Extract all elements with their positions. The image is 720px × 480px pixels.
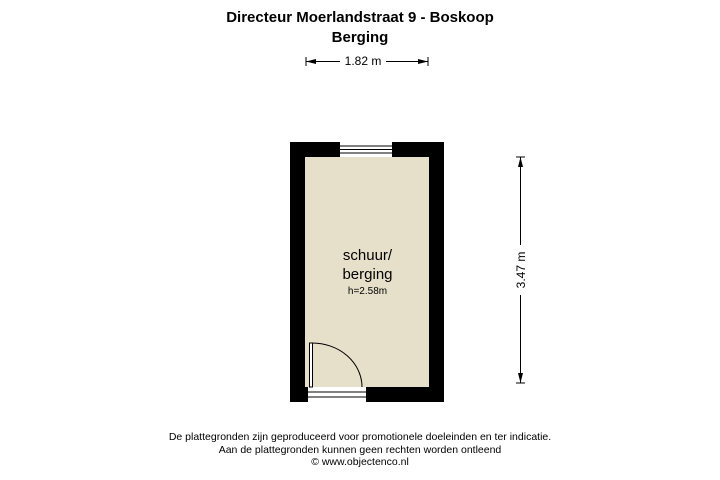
- disclaimer-line-1: De plattegronden zijn geproduceerd voor promotionele doeleinden en ter indicatie.: [168, 431, 552, 443]
- room-ceiling-height: h=2.58m: [347, 286, 388, 297]
- width-dimension-label: 1.82 m: [340, 53, 386, 69]
- room-name-line1: schuur/: [342, 247, 393, 264]
- room-label: [290, 246, 445, 300]
- floor-title: Berging: [331, 29, 389, 46]
- window: [340, 142, 392, 157]
- room-name-line2: berging: [342, 266, 393, 283]
- address-title: Directeur Moerlandstraat 9 - Boskoop: [226, 9, 494, 26]
- disclaimer: [0, 431, 720, 469]
- copyright-line: © www.objectenco.nl: [311, 456, 409, 468]
- height-dimension-label: 3.47 m: [513, 245, 529, 295]
- disclaimer-line-2: Aan de plattegronden kunnen geen rechten worden ontleend: [218, 443, 502, 456]
